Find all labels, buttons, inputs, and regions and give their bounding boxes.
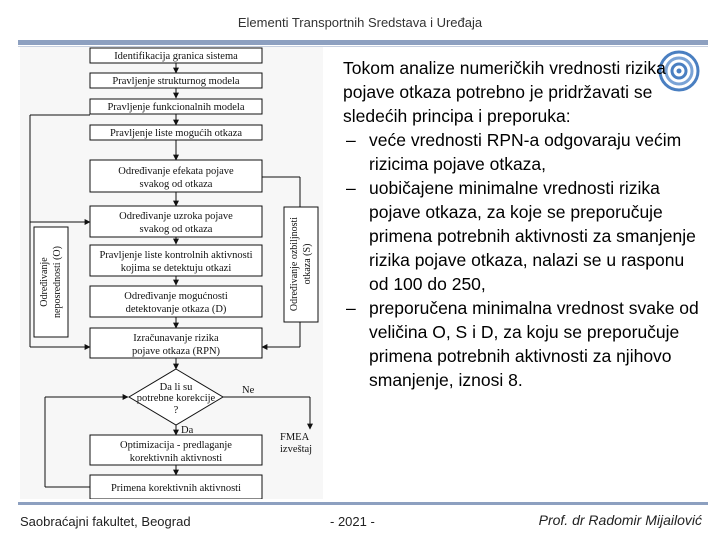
decision-no-label: Ne: [242, 385, 255, 396]
bullet-marker: –: [346, 298, 356, 318]
box-label: Pravljenje strukturnog modela: [112, 76, 240, 87]
footer-institution: Saobraćajni fakultet, Beograd: [20, 514, 191, 529]
fmea-report-label: izveštaj: [280, 444, 313, 455]
box-label: Izračunavanje rizika: [133, 333, 219, 344]
box-label: svakog od otkaza: [139, 224, 213, 235]
side-label-occurrence: Određivanje: [39, 257, 50, 307]
fmea-report-label: FMEA: [280, 432, 310, 443]
box-label: Pravljenje liste mogućih otkaza: [109, 128, 243, 139]
box-label: kojima se detektuju otkazi: [120, 263, 232, 274]
box-label: Pravljenje funkcionalnih modela: [107, 102, 245, 113]
box-label: Određivanje mogućnosti: [124, 291, 228, 302]
box-label: Pravljenje liste kontrolnih aktivnosti: [99, 250, 253, 261]
side-label-severity: Određivanje ozbiljnosti: [289, 216, 300, 312]
footer-divider: [18, 502, 708, 505]
box-label: Određivanje efekata pojave: [118, 166, 234, 177]
bullet-text: preporučena minimalna vrednost svake od veličina O, S i D, za koju se preporučuje primena potrebnih aktivnosti za njihovo smanjenje, iznosi 8.: [369, 298, 699, 390]
box-label: pojave otkaza (RPN): [131, 346, 221, 357]
box-label: Optimizacija - predlaganje: [120, 440, 232, 451]
fmea-flowchart: [20, 47, 323, 499]
box-label: Primena korektivnih aktivnosti: [110, 483, 242, 494]
decision-label: ?: [173, 405, 179, 416]
side-label-severity: otkaza (S): [302, 243, 313, 285]
slide-header-title: Elementi Transportnih Sredstava i Uređaja: [237, 15, 483, 30]
recommendation-list: [343, 128, 708, 392]
decision-label: potrebne korekcije: [136, 393, 216, 404]
box-label: Određivanje uzroka pojave: [119, 211, 233, 222]
slide-content: [343, 56, 708, 392]
bullet-text: veće vrednosti RPN-a odgovaraju većim rizicima pojave otkaza,: [369, 130, 682, 174]
footer-year: - 2021 -: [330, 514, 375, 529]
list-item: [343, 128, 708, 176]
list-item: [343, 176, 708, 296]
bullet-marker: –: [346, 178, 356, 198]
box-label: Identifikacija granica sistema: [114, 51, 238, 62]
intro-paragraph: Tokom analize numeričkih vrednosti rizika pojave otkaza potrebno je pridržavati se sledećih principa i preporuka:: [343, 58, 666, 126]
box-label: detektovanje otkaza (D): [125, 304, 227, 315]
box-label: korektivnih aktivnosti: [129, 453, 223, 464]
box-label: svakog od otkaza: [139, 179, 213, 190]
decision-yes-label: Da: [181, 425, 194, 436]
decision-label: Da li su: [159, 382, 193, 393]
list-item: [343, 296, 708, 392]
footer-author: Prof. dr Radomir Mijailović: [538, 512, 702, 528]
bullet-marker: –: [346, 130, 356, 150]
bullet-text: uobičajene minimalne vrednosti rizika pojave otkaza, za koje se preporučuje primena potrebnih aktivnosti za smanjenje rizika pojave otkaza, nalazi se u rasponu od 100 do 250,: [369, 178, 696, 294]
header-divider: [18, 40, 708, 45]
side-label-occurrence: neposrednosti (O): [52, 246, 63, 318]
